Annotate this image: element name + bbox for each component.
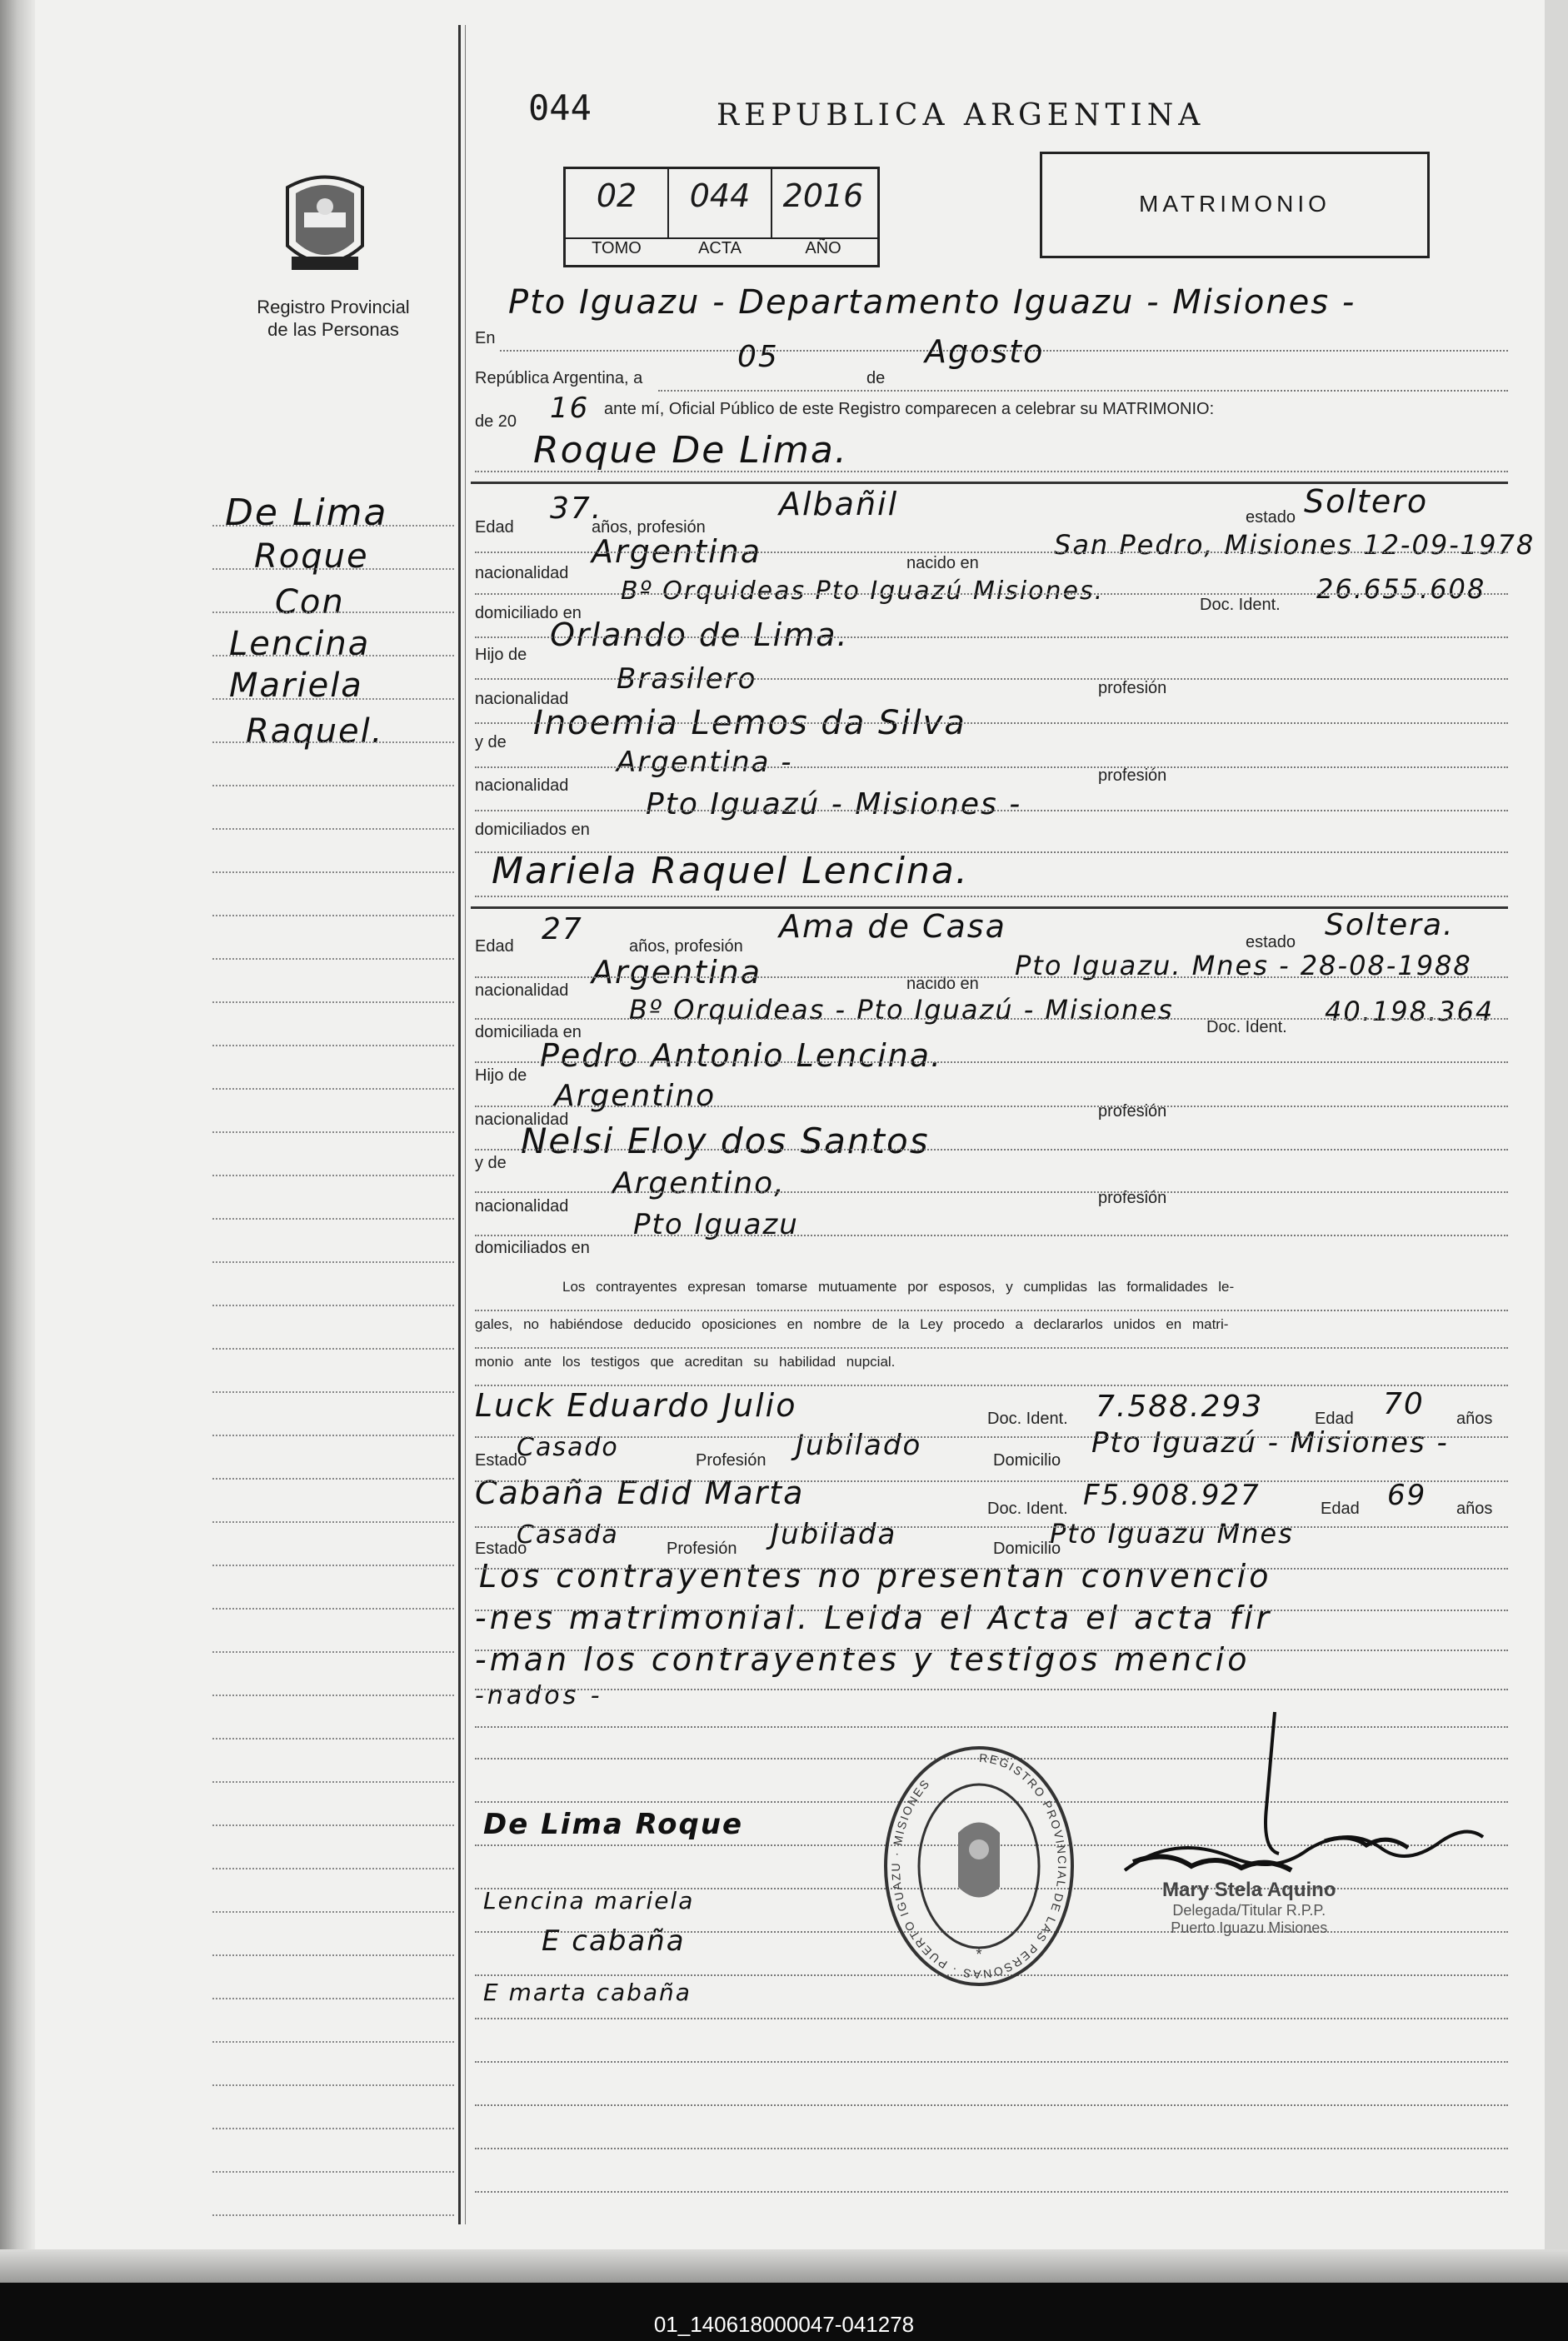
year-prefix: de 20 <box>475 412 517 431</box>
margin-ruling <box>212 655 454 656</box>
groom-profesion-label: años, profesión <box>592 518 706 537</box>
witness2-doc: F5.908.927 <box>1083 1479 1261 1512</box>
witness1-dom: Pto Iguazú - Misiones - <box>1091 1426 1449 1460</box>
margin-ruling <box>212 1305 454 1306</box>
body-ruling <box>475 722 1508 724</box>
body-ruling <box>475 2018 1508 2019</box>
body-ruling <box>475 1235 1508 1236</box>
groom-nac-label: nacionalidad <box>475 564 569 582</box>
bride-name: Mariela Raquel Lencina. <box>492 850 969 892</box>
book-bottom-edge <box>0 2249 1568 2283</box>
bride-doc-label: Doc. Ident. <box>1206 1018 1287 1036</box>
place-value: Pto Iguazu - Departamento Iguazu - Misiones - <box>508 283 1356 322</box>
witness1-anios-label: años <box>1456 1410 1493 1428</box>
groom-mother-prof-label: profesión <box>1098 766 1167 785</box>
year-suffix: 16 <box>550 392 590 425</box>
folio-number: 044 <box>528 87 592 128</box>
margin-ruling <box>212 958 454 960</box>
officer-place: Puerto Iguazu Misiones <box>1171 1919 1328 1936</box>
groom-nacido: San Pedro, Misiones 12-09-1978 <box>1054 529 1536 561</box>
margin-ruling <box>212 1131 454 1133</box>
svg-text:*: * <box>976 1946 982 1963</box>
groom-father-prof-label: profesión <box>1098 679 1167 697</box>
tomo-acta-anio-box <box>563 167 880 267</box>
margin-ruling <box>212 1824 454 1826</box>
bride-estado-label: estado <box>1246 933 1296 951</box>
groom-domicilio: Bº Orquideas Pto Iguazú Misiones. <box>621 577 1105 606</box>
groom-estado-label: estado <box>1246 508 1296 527</box>
margin-ruling <box>212 871 454 873</box>
observation-line: -man los contrayentes y testigos mencio <box>475 1641 1251 1678</box>
body-ruling <box>475 766 1508 768</box>
groom-edad-label: Edad <box>475 518 514 537</box>
bride-parents-dom-label: domiciliados en <box>475 1239 590 1257</box>
margin-ruling <box>212 1175 454 1176</box>
misiones-crest-icon <box>271 167 379 283</box>
witness1-estado-label: Estado <box>475 1451 527 1470</box>
body-ruling <box>475 593 1508 595</box>
margin-ruling <box>212 1565 454 1566</box>
groom-dom-label: domiciliado en <box>475 604 582 622</box>
declaration-line: gales, no habiéndose deducido oposiciones en nombre de la Ley procedo a declararlos unidos en matri- <box>475 1316 1229 1332</box>
bride-father-nac-label: nacionalidad <box>475 1111 569 1129</box>
bride-mother: Nelsi Eloy dos Santos <box>521 1121 930 1161</box>
witness2-estado-label: Estado <box>475 1540 527 1558</box>
margin-ruling <box>212 1521 454 1523</box>
body-ruling <box>475 1610 1508 1611</box>
body-ruling <box>475 678 1508 680</box>
signature-bride: Lencina mariela <box>483 1887 695 1914</box>
witness2-name: Cabaña Edid Marta <box>475 1475 805 1511</box>
intro-sentence: ante mí, Oficial Público de este Registro comparecen a celebrar su MATRIMONIO: <box>604 400 1215 418</box>
bride-mother-nac: Argentino, <box>612 1166 786 1200</box>
observation-line: Los contrayentes no presentan convencio <box>479 1558 1272 1595</box>
body-ruling <box>475 1018 1508 1020</box>
margin-ruling <box>212 1391 454 1393</box>
groom-nacido-label: nacido en <box>906 554 979 572</box>
witness1-prof: Jubilado <box>796 1429 922 1462</box>
groom-father-label: Hijo de <box>475 646 527 664</box>
witness1-edad: 70 <box>1383 1387 1425 1421</box>
observation-line: -nados - <box>475 1681 603 1710</box>
margin-ruling <box>212 1218 454 1220</box>
witness1-prof-label: Profesión <box>696 1451 767 1470</box>
margin-ruling <box>212 2214 454 2216</box>
body-ruling <box>475 1191 1508 1193</box>
margin-ruling <box>212 1954 454 1956</box>
margin-ruling <box>212 1738 454 1740</box>
act-type-box <box>1040 152 1430 258</box>
seal-text: REGISTRO PROVINCIAL DE LAS PERSONAS · PUERTO IGUAZU · MISIONES <box>888 1750 1070 1982</box>
bride-doc: 40.198.364 <box>1325 996 1495 1027</box>
bride-profesion-label: años, profesión <box>629 937 743 956</box>
groom-nac: Argentina <box>592 533 762 570</box>
witness2-dom: Pto Iguazu Mnes <box>1050 1518 1294 1550</box>
body-ruling <box>475 851 1508 853</box>
official-seal-icon <box>879 1741 1079 1991</box>
day-value: 05 <box>737 340 779 374</box>
margin-ruling <box>212 1261 454 1263</box>
witness2-edad: 69 <box>1387 1479 1427 1512</box>
margin-ruling <box>212 2128 454 2129</box>
bride-nacido: Pto Iguazu. Mnes - 28-08-1988 <box>1015 950 1472 981</box>
signature-witness: E marta cabaña <box>483 1979 692 2006</box>
witness1-name: Luck Eduardo Julio <box>475 1387 797 1424</box>
margin-ruling <box>212 1651 454 1653</box>
body-ruling <box>475 1106 1508 1107</box>
acta-value: 044 <box>689 177 751 214</box>
margin-ruling <box>212 1868 454 1869</box>
body-ruling <box>475 1436 1508 1438</box>
groom-name: Roque De Lima. <box>533 429 848 472</box>
groom-parents-dom-label: domiciliados en <box>475 821 590 839</box>
act-type-label: MATRIMONIO <box>1139 191 1331 217</box>
signature-witness-initial: E cabaña <box>542 1924 686 1958</box>
month-value: Agosto <box>925 333 1045 370</box>
margin-ruling <box>212 1045 454 1046</box>
witness1-dom-label: Domicilio <box>993 1451 1061 1470</box>
groom-doc: 26.655.608 <box>1316 573 1486 605</box>
groom-mother: Inoemia Lemos da Silva <box>533 704 966 742</box>
margin-ruling <box>212 2084 454 2086</box>
bride-mother-label: y de <box>475 1154 507 1172</box>
republica-label: República Argentina, a <box>475 369 643 387</box>
body-ruling <box>475 2191 1508 2193</box>
bride-mother-nac-label: nacionalidad <box>475 1197 569 1215</box>
margin-ruling <box>212 1001 454 1003</box>
declaration-line: Los contrayentes expresan tomarse mutuamente por esposos, y cumplidas las formalidades le- <box>562 1279 1235 1295</box>
anio-label: AÑO <box>805 239 841 257</box>
body-ruling <box>475 1385 1508 1386</box>
body-ruling <box>475 552 1508 553</box>
margin-ruling <box>212 1781 454 1783</box>
body-ruling <box>475 2148 1508 2149</box>
margin-ruling <box>212 611 454 613</box>
groom-mother-nac-label: nacionalidad <box>475 776 569 795</box>
body-ruling <box>475 1526 1508 1528</box>
bride-estado: Soltera. <box>1325 908 1455 942</box>
tomo-value: 02 <box>596 177 637 214</box>
groom-father: Orlando de Lima. <box>550 616 849 653</box>
witness1-estado: Casado <box>517 1433 619 1462</box>
margin-note-line: De Lima <box>225 492 388 534</box>
bride-mother-prof-label: profesión <box>1098 1189 1167 1207</box>
groom-mother-nac: Argentina - <box>617 746 793 779</box>
margin-ruling <box>212 525 454 527</box>
en-label: En <box>475 329 496 347</box>
body-ruling <box>475 2104 1508 2106</box>
bride-edad-label: Edad <box>475 937 514 956</box>
margin-ruling <box>212 698 454 700</box>
margin-ruling <box>212 2041 454 2043</box>
groom-mother-label: y de <box>475 733 507 751</box>
witness1-doc-label: Doc. Ident. <box>987 1410 1068 1428</box>
body-ruling <box>475 1310 1508 1311</box>
bride-edad: 27 <box>542 912 583 946</box>
groom-edad: 37. <box>550 492 603 526</box>
groom-father-nac: Brasilero <box>617 662 757 696</box>
witness2-doc-label: Doc. Ident. <box>987 1500 1068 1518</box>
groom-doc-label: Doc. Ident. <box>1200 596 1281 614</box>
body-ruling <box>475 1568 1508 1570</box>
margin-ruling <box>212 1911 454 1913</box>
bride-father: Pedro Antonio Lencina. <box>540 1037 943 1074</box>
bride-father-prof-label: profesión <box>1098 1102 1167 1121</box>
tomo-label: TOMO <box>592 239 642 257</box>
body-ruling <box>475 1689 1508 1690</box>
declaration-line: monio ante los testigos que acreditan su habilidad nupcial. <box>475 1354 896 1370</box>
witness1-edad-label: Edad <box>1315 1410 1354 1428</box>
margin-ruling <box>212 1998 454 1999</box>
body-ruling <box>475 1149 1508 1151</box>
registry-name: Registro Provincial de las Personas <box>257 297 410 340</box>
body-ruling <box>475 1650 1508 1651</box>
bride-nac-label: nacionalidad <box>475 981 569 1000</box>
officer-title: Delegada/Titular R.P.P. <box>1172 1902 1326 1919</box>
witness2-estado: Casada <box>517 1520 619 1550</box>
witness2-prof: Jubilada <box>771 1518 897 1551</box>
witness2-edad-label: Edad <box>1321 1500 1360 1518</box>
bride-parents-dom: Pto Iguazu <box>633 1208 799 1241</box>
margin-ruling <box>212 2171 454 2173</box>
margin-ruling <box>212 1695 454 1696</box>
witness2-anios-label: años <box>1456 1500 1493 1518</box>
body-ruling <box>475 1480 1508 1482</box>
witness1-doc: 7.588.293 <box>1096 1390 1264 1424</box>
groom-profesion: Albañil <box>779 486 899 522</box>
groom-father-nac-label: nacionalidad <box>475 690 569 708</box>
margin-note-line: Raquel. <box>246 712 384 751</box>
margin-ruling <box>212 1435 454 1436</box>
book-spine <box>0 0 35 2249</box>
bride-profesion: Ama de Casa <box>779 908 1006 945</box>
bride-dom-label: domiciliada en <box>475 1023 582 1041</box>
witness2-dom-label: Domicilio <box>993 1540 1061 1558</box>
margin-ruling <box>212 568 454 570</box>
bride-nacido-label: nacido en <box>906 975 979 993</box>
signature-groom: De Lima Roque <box>483 1808 744 1841</box>
body-ruling <box>475 1347 1508 1349</box>
groom-parents-dom: Pto Iguazú - Misiones - <box>646 787 1022 821</box>
acta-label: ACTA <box>698 239 742 257</box>
officer-name: Mary Stela Aquino <box>1162 1879 1336 1901</box>
de-label: de <box>866 369 886 387</box>
margin-note-line: Mariela <box>229 666 363 705</box>
margin-note-line: Lencina <box>229 625 371 663</box>
bride-domicilio: Bº Orquideas - Pto Iguazú - Misiones <box>629 994 1174 1026</box>
bride-father-nac: Argentino <box>554 1079 717 1113</box>
body-ruling <box>475 810 1508 811</box>
body-ruling <box>475 976 1508 978</box>
margin-ruling <box>212 1478 454 1480</box>
page-edge <box>1545 0 1568 2283</box>
bride-nac: Argentina <box>592 954 762 991</box>
anio-value: 2016 <box>782 177 864 214</box>
margin-rule-thin <box>465 25 466 2224</box>
margin-note-line: Roque <box>254 537 369 576</box>
margin-ruling <box>212 1348 454 1350</box>
officer-caption <box>1162 1879 1336 1937</box>
margin-ruling <box>212 1608 454 1610</box>
margin-ruling <box>212 915 454 916</box>
margin-ruling <box>212 828 454 830</box>
body-ruling <box>475 2061 1508 2063</box>
margin-rule <box>458 25 461 2224</box>
margin-ruling <box>212 1088 454 1090</box>
country-title: REPUBLICA ARGENTINA <box>717 98 1206 132</box>
bride-father-label: Hijo de <box>475 1066 527 1085</box>
body-ruling <box>475 1061 1508 1063</box>
margin-note-line: Con <box>275 583 345 621</box>
scan-identifier: 01_140618000047-041278 <box>653 2312 915 2337</box>
observation-line: -nes matrimonial. Leida el Acta el acta fir <box>475 1600 1273 1636</box>
groom-estado: Soltero <box>1304 483 1429 520</box>
body-ruling <box>475 636 1508 638</box>
margin-ruling <box>212 785 454 786</box>
margin-ruling <box>212 741 454 743</box>
witness2-prof-label: Profesión <box>667 1540 737 1558</box>
